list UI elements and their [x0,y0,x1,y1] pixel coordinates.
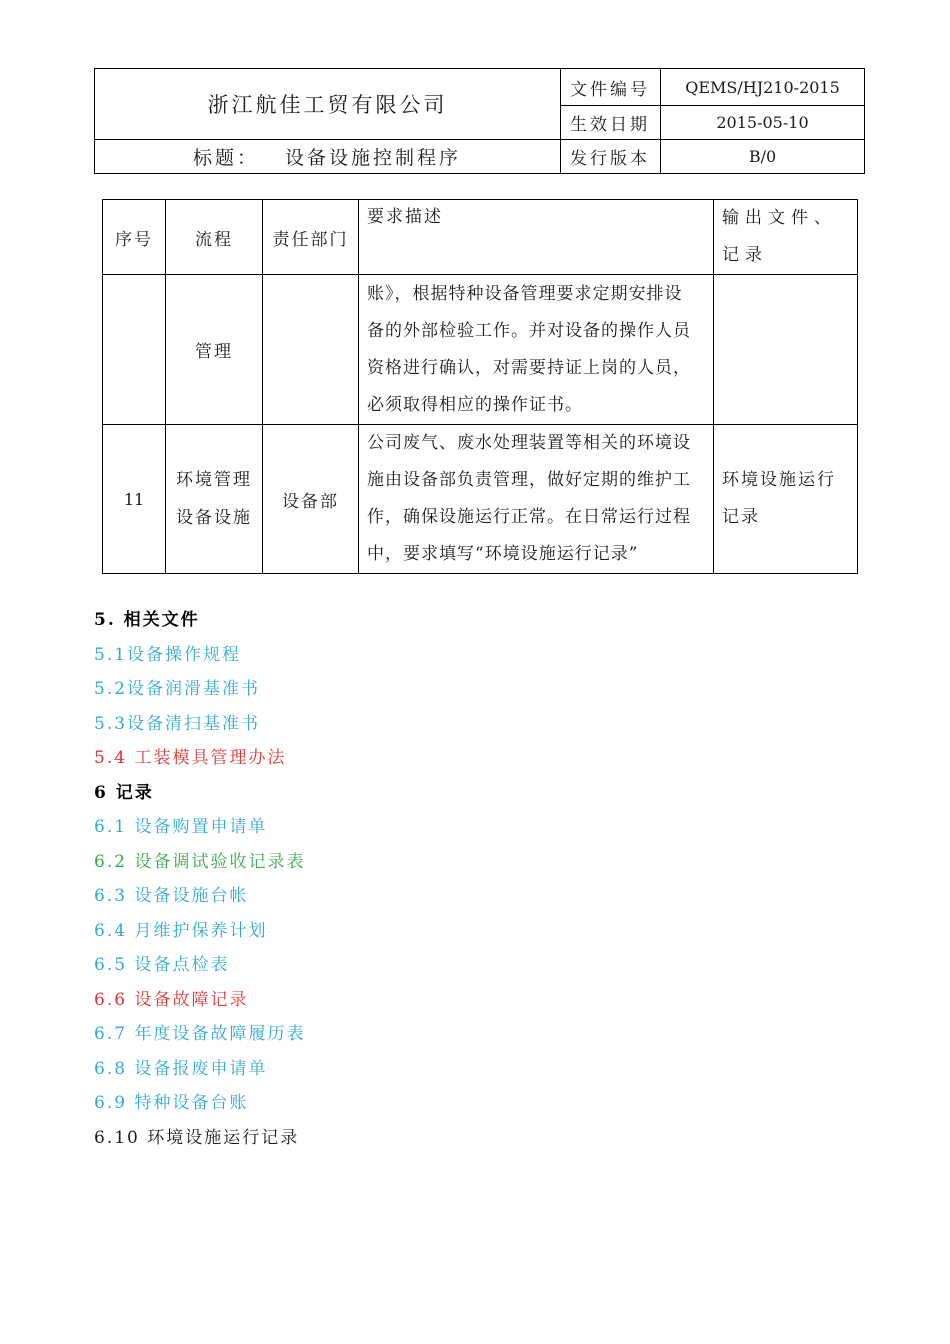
table-header-row [103,200,858,275]
version-value: B/0 [748,147,777,166]
table-row [103,275,858,425]
cell-no: 11 [103,425,166,574]
col-header-no: 序号 [103,200,166,275]
list-item: 6.10 环境设施运行记录 [94,1127,300,1148]
effective-date-value: 2015-05-10 [716,112,809,132]
process-table [102,199,858,574]
list-item: 6.2 设备调试验收记录表 [94,851,306,872]
cell-output [714,275,858,425]
cell-desc [359,425,714,574]
cell-process [166,275,263,425]
cell-dept: 设备部 [263,425,359,574]
cell-process [166,425,263,574]
desc-line: 作，确保设施运行正常。在日常运行过程 [367,507,691,527]
section-6-heading: 6 记录 [94,782,154,803]
desc-line: 中，要求填写“环境设施运行记录” [367,544,639,564]
list-item: 6.7 年度设备故障履历表 [94,1024,306,1044]
process-line: 环境管理 [176,470,252,490]
doc-no-value: QEMS/HJ210-2015 [685,77,840,97]
desc-line: 施由设备部负责管理，做好定期的维护工 [367,470,691,490]
list-item: 5.4 工装模具管理办法 [94,748,287,768]
list-item: 5.2设备润滑基准书 [94,679,261,699]
list-item: 6.4 月维护保养计划 [94,920,268,941]
cell-dept [263,275,359,425]
title-label: 标题： [193,147,260,169]
col-header-dept: 责任部门 [263,200,359,275]
doc-no-label: 文件编号 [570,79,650,100]
list-item: 5.1设备操作规程 [94,644,242,665]
output-line: 记录 [722,507,760,527]
desc-line: 资格进行确认，对需要持证上岗的人员， [367,357,691,378]
desc-line: 账》，根据特种设备管理要求定期安排设 [367,283,683,304]
list-item: 6.5 设备点检表 [94,955,230,975]
list-item: 5.3设备清扫基准书 [94,713,261,734]
effective-date-label: 生效日期 [570,114,650,135]
document-title-row [95,139,560,174]
document-title: 设备设施控制程序 [285,147,462,169]
document-header [94,68,865,174]
desc-line: 备的外部检验工作。并对设备的操作人员 [367,320,691,341]
cell-no [103,275,166,425]
col-header-process: 流程 [166,200,263,275]
list-item: 6.1 设备购置申请单 [94,817,268,837]
col-header-desc: 要求描述 [359,200,714,275]
table-row [103,425,858,574]
version-label: 发行版本 [570,149,650,169]
list-item: 6.8 设备报废申请单 [94,1058,268,1079]
output-line: 环境设施运行 [722,470,836,490]
cell-output [714,425,858,574]
cell-desc [359,275,714,425]
list-item: 6.9 特种设备台账 [94,1093,249,1113]
desc-line: 必须取得相应的操作证书。 [367,394,583,415]
process-line: 管理 [195,342,233,362]
company-name: 浙江航佳工贸有限公司 [207,93,448,117]
col-header-output: 输出文件、记录 [714,200,858,275]
list-item: 6.3 设备设施台帐 [94,886,249,906]
list-item: 6.6 设备故障记录 [94,989,249,1010]
process-line: 设备设施 [176,508,252,528]
desc-line: 公司废气、废水处理装置等相关的环境设 [367,433,691,453]
section-5-heading: 5. 相关文件 [94,610,200,630]
related-docs-and-records [94,603,794,1155]
